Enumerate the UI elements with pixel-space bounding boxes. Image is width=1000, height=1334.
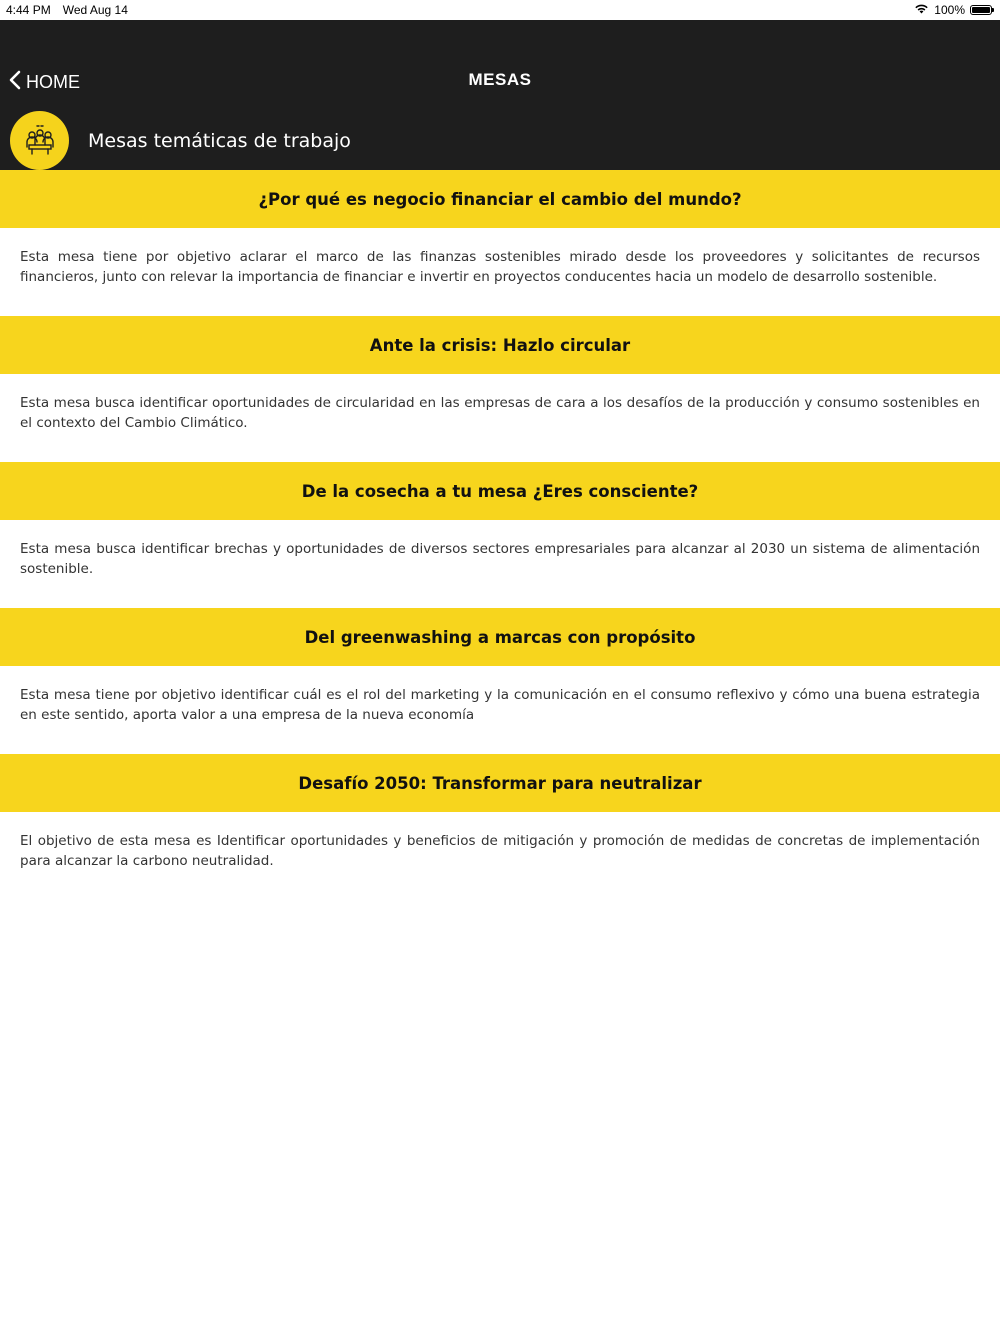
back-button-label: HOME	[26, 72, 80, 92]
section-description: Esta mesa tiene por objetivo aclarar el marco de las finanzas sostenibles mirado desde los proveedores y solicitantes de recursos financieros, junto con relevar la importancia de financiar e invertir en proyectos conducentes hacia un modelo de desarrollo sostenible.	[20, 249, 980, 285]
header-subtitle: Mesas temáticas de trabajo	[88, 129, 351, 152]
wifi-icon	[914, 3, 929, 17]
topic-section	[0, 754, 1000, 900]
header-banner	[10, 111, 351, 170]
section-description: Esta mesa tiene por objetivo identificar cuál es el rol del marketing y la comunicación en el consumo reflexivo y cómo una buena estrategia en este sentido, aporta valor a una empresa de la nueva economía	[20, 687, 980, 723]
section-title: De la cosecha a tu mesa ¿Eres consciente?	[0, 462, 1000, 520]
topic-section	[0, 608, 1000, 754]
status-date: Wed Aug 14	[62, 3, 128, 17]
page-title: MESAS	[468, 70, 532, 89]
status-right	[914, 3, 992, 17]
status-left	[6, 3, 128, 17]
section-title: Desafío 2050: Transformar para neutralizar	[0, 754, 1000, 812]
topic-section	[0, 316, 1000, 462]
section-title: ¿Por qué es negocio financiar el cambio del mundo?	[0, 170, 1000, 228]
topic-section	[0, 170, 1000, 316]
status-time: 4:44 PM	[6, 3, 51, 17]
battery-percent: 100%	[934, 3, 965, 17]
topic-section	[0, 462, 1000, 608]
content-list	[0, 170, 1000, 900]
section-description: El objetivo de esta mesa es Identificar oportunidades y beneficios de mitigación y promoción de medidas de concretas de implementación para alcanzar la carbono neutralidad.	[20, 833, 980, 869]
status-bar	[0, 0, 1000, 20]
section-description: Esta mesa busca identificar brechas y oportunidades de diversos sectores empresariales para alcanzar al 2030 un sistema de alimentación sostenible.	[20, 541, 980, 577]
battery-fill	[972, 7, 990, 13]
section-title: Ante la crisis: Hazlo circular	[0, 316, 1000, 374]
nav-bar	[0, 20, 1000, 100]
battery-icon	[970, 5, 992, 15]
section-description: Esta mesa busca identificar oportunidades de circularidad en las empresas de cara a los desafíos de la producción y consumo sostenibles en el contexto del Cambio Climático.	[20, 395, 980, 431]
section-title: Del greenwashing a marcas con propósito	[0, 608, 1000, 666]
meeting-table-icon	[10, 111, 69, 170]
app-header	[0, 20, 1000, 170]
